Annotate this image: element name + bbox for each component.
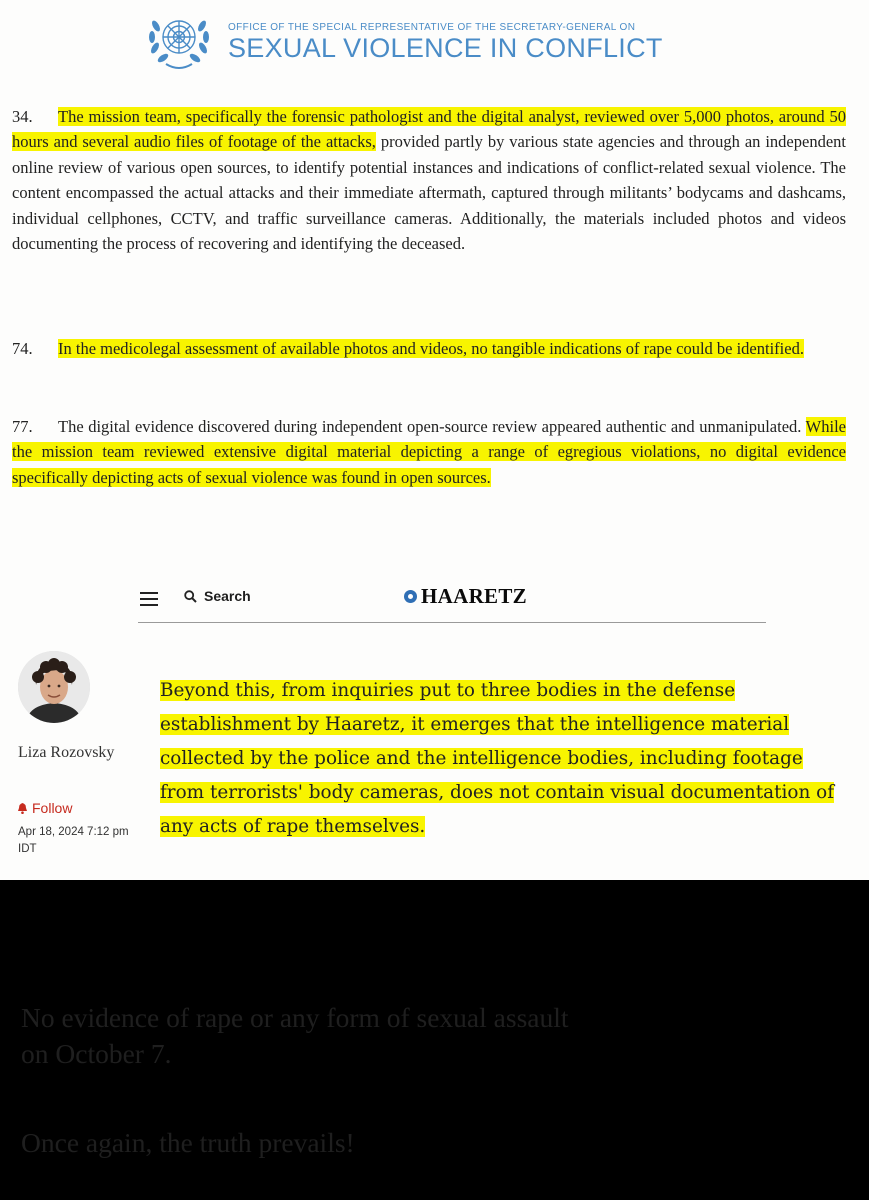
caption-line-1 xyxy=(21,1000,569,1072)
caption-line-2: Once again, the truth prevails! xyxy=(21,1127,355,1158)
paragraph-number: 74. xyxy=(12,339,33,358)
paragraph-text: The digital evidence discovered during independent open-source review appeared authentic and unmanipulated. xyxy=(58,417,806,436)
haaretz-header xyxy=(138,580,766,623)
report-paragraph-74 xyxy=(12,336,846,361)
highlighted-text: The mission team, specifically the forensic pathologist and the digital analyst, reviewed over 5,000 photos, around 50 hours and several audio files of footage of the attacks, xyxy=(12,107,846,152)
follow-icon xyxy=(18,803,27,814)
search-icon xyxy=(184,590,197,603)
un-office-line: OFFICE OF THE SPECIAL REPRESENTATIVE OF THE SECRETARY-GENERAL ON xyxy=(228,21,636,33)
report-paragraph-77 xyxy=(12,414,846,490)
author-name[interactable]: Liza Rozovsky xyxy=(18,744,115,761)
highlighted-text: While the mission team reviewed extensive digital material depicting a range of egregious violations, no digital evidence specifically depicting acts of sexual violence was found in open sources. xyxy=(12,417,846,487)
search-label: Search xyxy=(204,588,251,604)
search-button[interactable] xyxy=(184,588,251,604)
article-quote xyxy=(160,674,850,844)
haaretz-logo-icon xyxy=(404,590,417,603)
un-office-title: SEXUAL VIOLENCE IN CONFLICT xyxy=(228,32,663,63)
report-paragraph-34 xyxy=(12,104,846,256)
haaretz-logo-text: HAARETZ xyxy=(421,584,527,608)
un-report-header xyxy=(144,4,663,74)
paragraph-number: 34. xyxy=(12,107,33,126)
follow-button[interactable] xyxy=(18,800,72,816)
paragraph-text: provided partly by various state agencies and through an independent online review of various open sources, to identify potential instances and indications of conflict-related sexual violence. The content encompassed the actual attacks and their immediate aftermath, captured through militants’ bodycams and dashcams, individual cellphones, CCTV, and traffic surveillance cameras. Additionally, the materials included photos and videos documenting the process of recovering and identifying the deceased. xyxy=(12,132,846,254)
caption-text: No evidence of rape or any form of sexual assault on October 7. xyxy=(21,1002,569,1069)
menu-icon[interactable] xyxy=(140,592,158,606)
follow-label: Follow xyxy=(32,800,73,816)
haaretz-logo[interactable] xyxy=(404,584,527,609)
un-emblem-icon xyxy=(144,6,214,72)
publish-date: Apr 18, 2024 7:12 pm IDT xyxy=(18,826,129,855)
paragraph-number: 77. xyxy=(12,417,33,436)
author-avatar[interactable] xyxy=(18,651,90,723)
highlighted-text: Beyond this, from inquiries put to three bodies in the defense establishment by Haaretz, it emerges that the intelligence material collected by the police and the intelligence bodies, including footage from terrorists' body cameras, does not contain visual documentation of any acts of rape themselves. xyxy=(160,680,835,837)
highlighted-text: In the medicolegal assessment of available photos and videos, no tangible indications of rape could be identified. xyxy=(58,339,804,358)
